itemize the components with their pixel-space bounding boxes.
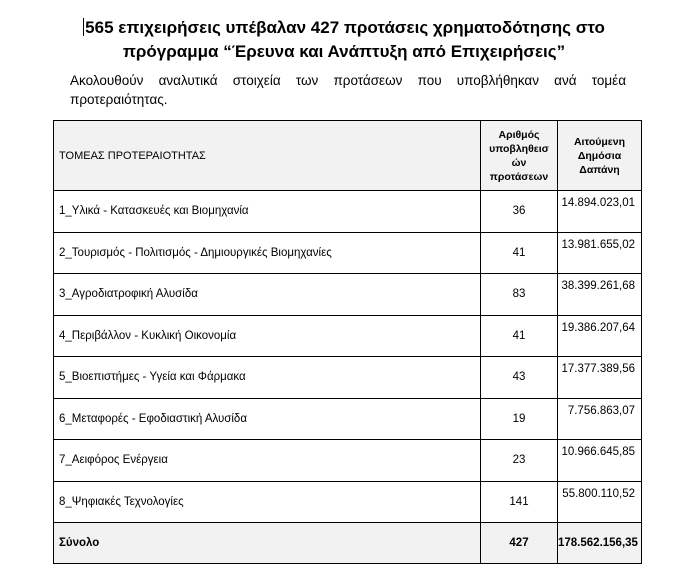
- row-sector: 3_Αγροδιατροφική Αλυσίδα: [54, 274, 481, 316]
- row-sector: 5_Βιοεπιστήμες - Υγεία και Φάρμακα: [54, 357, 481, 399]
- document-title-line-2: πρόγραμμα “Έρευνα και Ανάπτυξη από Επιχειρήσεις”: [122, 42, 566, 61]
- priority-sectors-table: [53, 120, 642, 564]
- total-count: 427: [481, 523, 558, 564]
- row-amount: 17.377.389,56: [558, 357, 642, 399]
- table-row: [54, 274, 642, 316]
- table-header-row: [54, 121, 642, 191]
- row-amount: 10.966.645,85: [558, 440, 642, 482]
- header-count-line-4: προτάσεων: [489, 170, 549, 183]
- row-sector: 4_Περιβάλλον - Κυκλική Οικονομία: [54, 315, 481, 357]
- table-row: [54, 191, 642, 233]
- row-amount: 19.386.207,64: [558, 315, 642, 357]
- row-count: 23: [481, 440, 558, 482]
- header-count-line-2: υποβληθεισ: [489, 142, 549, 155]
- header-amount: [558, 121, 642, 191]
- row-sector: 6_Μεταφορές - Εφοδιαστική Αλυσίδα: [54, 398, 481, 440]
- header-count-line-1: Αριθμός: [498, 128, 540, 141]
- table-row: [54, 440, 642, 482]
- row-amount: 7.756.863,07: [558, 398, 642, 440]
- intro-paragraph: [70, 71, 626, 109]
- intro-line-2: προτεραιότητας.: [70, 92, 168, 107]
- table-row: [54, 357, 642, 399]
- row-amount: 13.981.655,02: [558, 232, 642, 274]
- row-sector: 2_Τουρισμός - Πολιτισμός - Δημιουργικές Βιομηχανίες: [54, 232, 481, 274]
- table-row: [54, 315, 642, 357]
- row-sector: 8_Ψηφιακές Τεχνολογίες: [54, 481, 481, 523]
- total-amount: 178.562.156,35: [558, 523, 642, 564]
- row-count: 41: [481, 232, 558, 274]
- title-text-1: 565 επιχειρήσεις υπέβαλαν 427 προτάσεις χρηματοδότησης στο: [85, 18, 605, 37]
- row-count: 36: [481, 191, 558, 233]
- row-amount: 38.399.261,68: [558, 274, 642, 316]
- header-sector: ΤΟΜΕΑΣ ΠΡΟΤΕΡΑΙΟΤΗΤΑΣ: [54, 121, 481, 191]
- row-count: 43: [481, 357, 558, 399]
- header-count-line-3: ών: [511, 156, 527, 169]
- table-total-row: [54, 523, 642, 564]
- header-amount-line-2: Δημόσια Δαπάνη: [577, 149, 622, 176]
- row-amount: 55.800.110,52: [558, 481, 642, 523]
- table-row: [54, 481, 642, 523]
- header-count: [481, 121, 558, 191]
- total-label: Σύνολο: [54, 523, 481, 564]
- header-amount-line-1: Αιτούμενη: [573, 135, 626, 148]
- intro-line-1: Ακολουθούν αναλυτικά στοιχεία των προτάσεων που υποβλήθηκαν ανά τομέα: [70, 73, 626, 88]
- row-amount: 14.894.023,01: [558, 191, 642, 233]
- row-count: 83: [481, 274, 558, 316]
- row-count: 141: [481, 481, 558, 523]
- table-row: [54, 398, 642, 440]
- row-count: 19: [481, 398, 558, 440]
- row-count: 41: [481, 315, 558, 357]
- table-row: [54, 232, 642, 274]
- row-sector: 7_Αειφόρος Ενέργεια: [54, 440, 481, 482]
- document-title-line-1: [40, 16, 648, 39]
- row-sector: 1_Υλικά - Κατασκευές και Βιομηχανία: [54, 191, 481, 233]
